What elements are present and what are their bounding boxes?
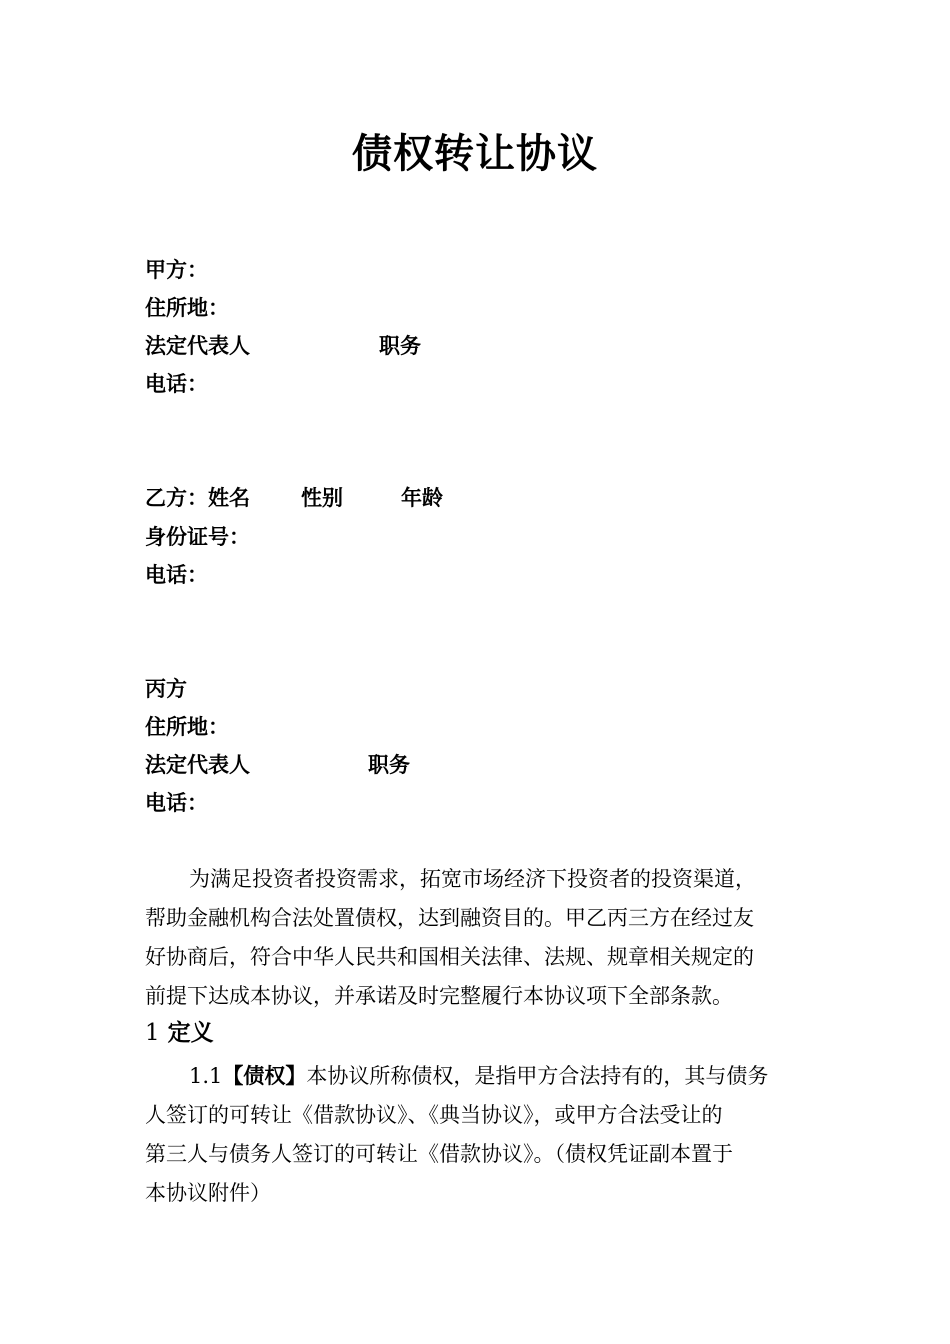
clause-1-1-first-line (145, 1057, 810, 1096)
party-b-name-label: 乙方：姓名 (145, 486, 250, 510)
party-b-age-label: 年龄 (401, 486, 443, 510)
section-title: 定义 (167, 1020, 214, 1046)
party-a-rep-label: 法定代表人 (145, 334, 250, 358)
preamble-paragraph (145, 860, 810, 1016)
party-b-gender-label: 性别 (301, 486, 343, 510)
section-heading (145, 1017, 214, 1049)
preamble-line: 帮助金融机构合法处置债权，达到融资目的。甲乙丙三方在经过友 (145, 906, 754, 930)
party-c-address-label: 住所地： (145, 715, 229, 739)
party-b-phone-label: 电话： (145, 563, 208, 587)
clause-term: 【债权】 (222, 1064, 307, 1088)
party-c-rep-label: 法定代表人 (145, 753, 250, 777)
document-title: 债权转让协议 (352, 131, 598, 177)
party-a-label: 甲方： (145, 258, 208, 282)
clause-line: 本协议附件） (145, 1181, 271, 1205)
party-c-position-label: 职务 (368, 753, 410, 777)
party-a-address-label: 住所地： (145, 296, 229, 320)
clause-line: 第三人与债务人签订的可转让《借款协议》。（债权凭证副本置于 (145, 1142, 733, 1166)
preamble-line: 前提下达成本协议，并承诺及时完整履行本协议项下全部条款。 (145, 984, 733, 1008)
clause-text: 本协议所称债权，是指甲方合法持有的，其与债务 (306, 1064, 769, 1088)
party-c-phone-label: 电话： (145, 791, 208, 815)
clause-number: 1.1 (189, 1064, 223, 1088)
preamble-line: 好协商后，符合中华人民共和国相关法律、法规、规章相关规定的 (145, 945, 754, 969)
clause-1-1-paragraph (145, 1057, 810, 1213)
clause-line: 人签订的可转让《借款协议》、《典当协议》，或甲方合法受让的 (145, 1103, 723, 1127)
party-c-label: 丙方 (145, 677, 187, 701)
section-number: 1 (145, 1020, 160, 1046)
party-b-id-label: 身份证号： (145, 525, 250, 549)
preamble-line: 为满足投资者投资需求，拓宽市场经济下投资者的投资渠道， (189, 867, 756, 891)
party-a-position-label: 职务 (379, 334, 421, 358)
party-a-phone-label: 电话： (145, 372, 208, 396)
